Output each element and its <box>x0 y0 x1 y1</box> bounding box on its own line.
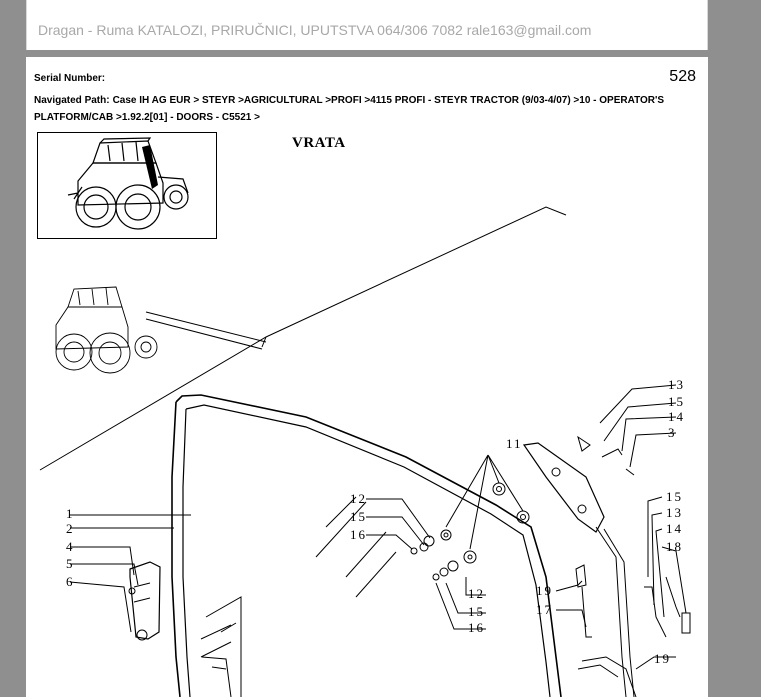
callout-18: 18 <box>666 539 683 554</box>
callout-3: 3 <box>668 425 677 440</box>
callout-14-top: 14 <box>668 409 685 424</box>
nav-path-label: Navigated Path: <box>34 95 110 106</box>
callout-15-upper: 15 <box>350 509 367 524</box>
catalog-page <box>26 57 708 697</box>
callout-1: 1 <box>66 506 75 521</box>
serial-number-label: Serial Number: <box>34 73 106 84</box>
callout-12-upper: 12 <box>350 491 367 506</box>
callout-11: 11 <box>506 436 523 451</box>
callout-19-left: 19 <box>536 583 553 598</box>
callout-17: 17 <box>536 602 553 617</box>
callout-16-upper: 16 <box>350 527 367 542</box>
page-number: 528 <box>669 68 696 85</box>
callout-6: 6 <box>66 574 75 589</box>
callout-13-right: 13 <box>666 505 683 520</box>
callout-4: 4 <box>66 539 75 554</box>
callout-15-top: 15 <box>668 394 685 409</box>
callout-19-bottom: 19 <box>654 651 671 666</box>
nav-path-value: Case IH AG EUR > STEYR >AGRICULTURAL >PROFI >4115 PROFI - STEYR TRACTOR (9/03-4/07) >10 - OPERATOR'S PLATFORM/CAB >1.92.2[01] - DOORS - C5521 > <box>34 95 665 123</box>
callout-14-right: 14 <box>666 521 683 536</box>
callout-5: 5 <box>66 556 75 571</box>
leader-line-small-tractor <box>146 312 266 342</box>
callout-12-lower: 12 <box>468 586 485 601</box>
callout-15-lower: 15 <box>468 604 485 619</box>
contact-text: Dragan - Ruma KATALOZI, PRIRUČNICI, UPUTSTVA 064/306 7082 rale163@gmail.com <box>38 22 592 38</box>
drawing-title: VRATA <box>292 135 346 151</box>
callout-13-top: 13 <box>668 377 685 392</box>
small-tractor-icon <box>56 287 157 373</box>
callout-15-right: 15 <box>666 489 683 504</box>
callout-16-lower: 16 <box>468 620 485 635</box>
callout-2: 2 <box>66 521 75 536</box>
roof-edge-line <box>40 207 566 470</box>
contact-banner <box>26 0 708 50</box>
door-exploded-drawing <box>26 57 708 697</box>
